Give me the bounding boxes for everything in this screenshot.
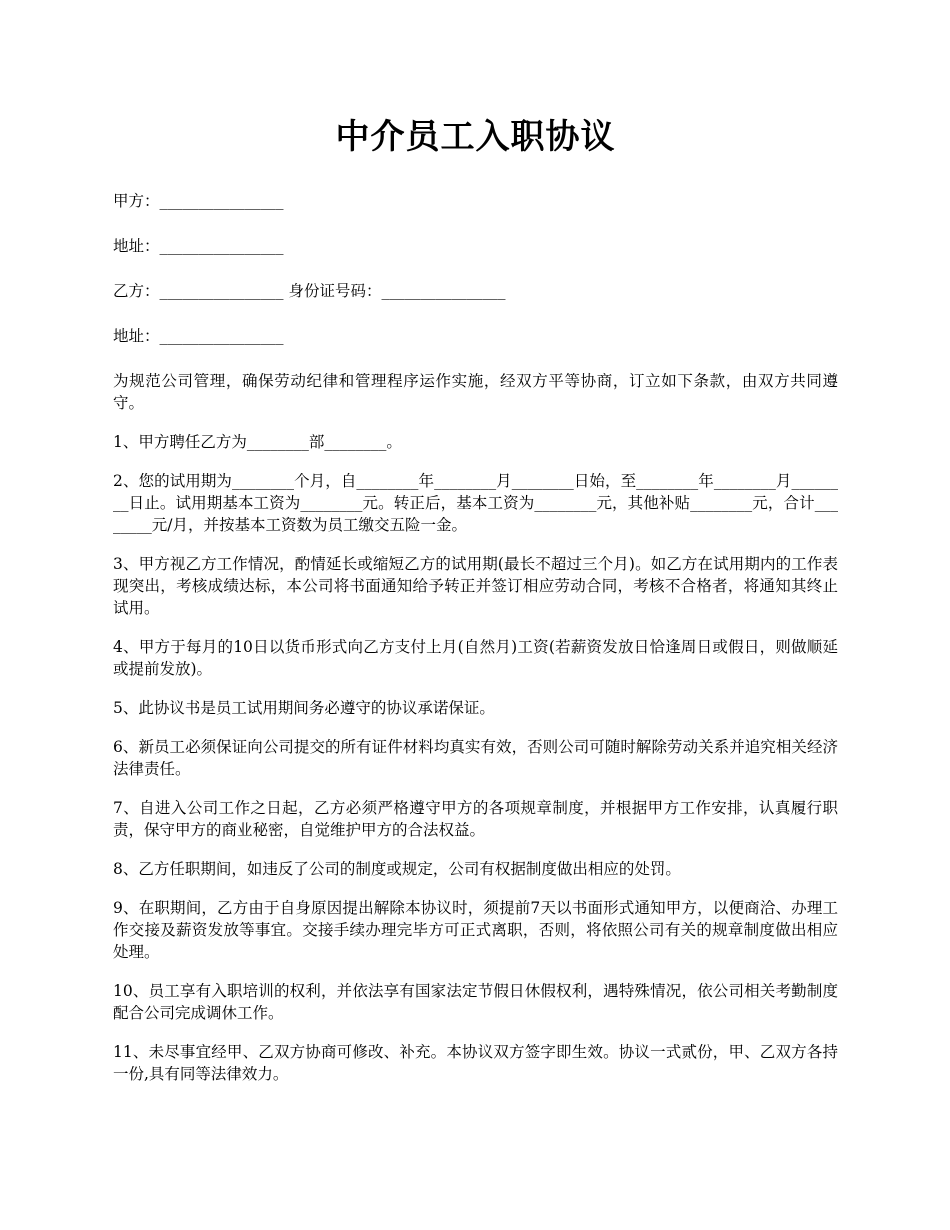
intro-paragraph: 为规范公司管理，确保劳动纪律和管理程序运作实施，经双方平等协商，订立如下条款，由双方共同遵守。 xyxy=(113,372,838,412)
clause-11: 11、未尽事宜经甲、乙双方协商可修改、补充。本协议双方签字即生效。协议一式贰份，甲、乙双方各持一份,具有同等法律效力。 xyxy=(113,1043,838,1083)
document-title: 中介员工入职协议 xyxy=(335,117,616,157)
clause-1: 1、甲方聘任乙方为________部________。 xyxy=(113,433,402,451)
party-b-blank: ________________ xyxy=(159,282,284,300)
address-b-line xyxy=(113,325,838,347)
party-a-line xyxy=(113,190,838,212)
party-a-label: 甲方： xyxy=(113,192,160,210)
id-number-blank: ________________ xyxy=(381,282,506,300)
address-b-blank: ________________ xyxy=(159,327,284,345)
address-a-line xyxy=(113,235,838,257)
clause-5: 5、此协议书是员工试用期间务必遵守的协议承诺保证。 xyxy=(113,699,495,717)
clause-4: 4、甲方于每月的10日以货币形式向乙方支付上月(自然月)工资(若薪资发放日恰逢周日或假日，则做顺延或提前发放)。 xyxy=(113,638,838,678)
party-b-label: 乙方： xyxy=(113,282,160,300)
id-number-label: 身份证号码： xyxy=(283,282,382,300)
clause-6: 6、新员工必须保证向公司提交的所有证件材料均真实有效，否则公司可随时解除劳动关系并追究相关经济法律责任。 xyxy=(113,738,838,778)
clause-10: 10、员工享有入职培训的权利，并依法享有国家法定节假日休假权利，遇特殊情况，依公司相关考勤制度配合公司完成调休工作。 xyxy=(113,982,838,1022)
party-b-line xyxy=(113,280,838,302)
address-b-label: 地址： xyxy=(113,327,160,345)
clause-2: 2、您的试用期为________个月，自________年________月________日始，至________年________月________日止。试用期基本工资为________元。转正后，基本工资为________元，其他补贴________元，合计________元/月，并按基本工资数为员工缴交五险一金。 xyxy=(113,472,838,534)
clause-8: 8、乙方任职期间，如违反了公司的制度或规定，公司有权据制度做出相应的处罚。 xyxy=(113,860,681,878)
address-a-label: 地址： xyxy=(113,237,160,255)
party-a-blank: ________________ xyxy=(159,192,284,210)
clause-9: 9、在职期间，乙方由于自身原因提出解除本协议时，须提前7天以书面形式通知甲方，以便商洽、办理工作交接及薪资发放等事宜。交接手续办理完毕方可正式离职，否则，将依照公司有关的规章制度做出相应处理。 xyxy=(113,899,838,961)
address-a-blank: ________________ xyxy=(159,237,284,255)
clause-3: 3、甲方视乙方工作情况，酌情延长或缩短乙方的试用期(最长不超过三个月)。如乙方在试用期内的工作表现突出，考核成绩达标，本公司将书面通知给予转正并签订相应劳动合同，考核不合格者，将通知其终止试用。 xyxy=(113,555,838,617)
clause-7: 7、自进入公司工作之日起，乙方必须严格遵守甲方的各项规章制度，并根据甲方工作安排，认真履行职责，保守甲方的商业秘密，自觉维护甲方的合法权益。 xyxy=(113,799,838,839)
